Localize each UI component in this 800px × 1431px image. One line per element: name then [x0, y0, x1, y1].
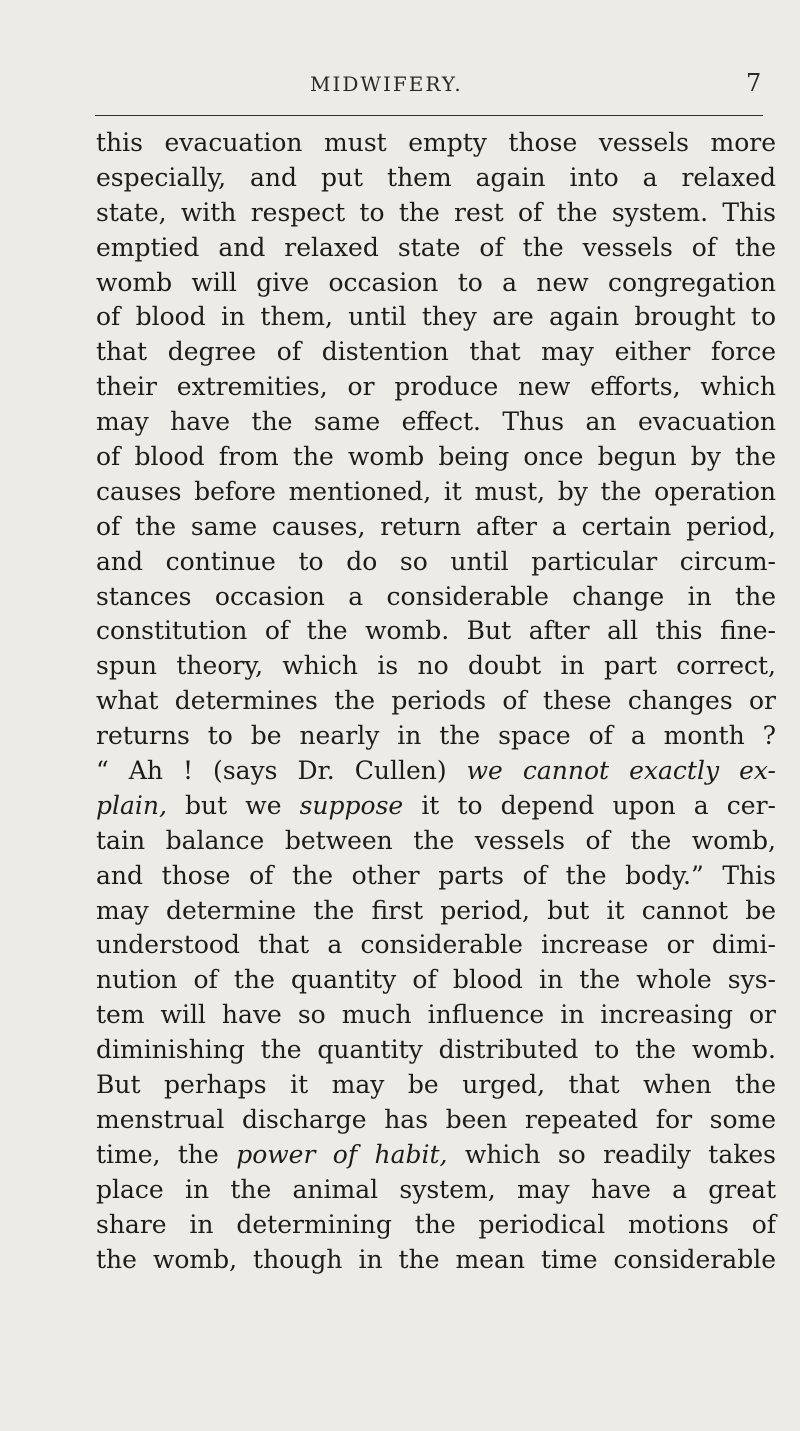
text-line: tain balance between the vessels of the womb,	[96, 825, 776, 855]
page-number: 7	[746, 69, 762, 97]
text-line: their extremities, or produce new efforts, which	[96, 372, 776, 402]
text-line: nution of the quantity of blood in the whole sys-	[96, 965, 776, 995]
running-head	[0, 69, 800, 102]
text-line: this evacuation must empty those vessels more	[96, 128, 776, 157]
text-line: of the same causes, return after a certain period,	[96, 511, 776, 541]
quote-text: “ Ah ! (says Dr. Cullen)	[96, 756, 467, 786]
text-line: and continue to do so until particular circum-	[96, 546, 776, 576]
italic-text: we cannot exactly ex-	[466, 756, 777, 786]
text-line: of blood from the womb being once begun by the	[96, 442, 776, 472]
text-line: and those of the other parts of the body.” This	[96, 860, 776, 890]
italic-text: suppose	[299, 790, 404, 820]
header-rule	[95, 115, 763, 116]
text-line-quote-start	[96, 754, 776, 789]
text-line: place in the animal system, may have a great	[96, 1174, 776, 1204]
text-line: stances occasion a considerable change in the	[96, 581, 776, 611]
running-title: MIDWIFERY.	[310, 72, 463, 96]
text-line: may have the same effect. Thus an evacuation	[96, 407, 776, 437]
text-line: the womb, though in the mean time considerable	[96, 1244, 776, 1274]
text-line: share in determining the periodical motions of	[96, 1209, 776, 1239]
text-line: But perhaps it may be urged, that when the	[96, 1070, 776, 1100]
text-line: what determines the periods of these changes or	[96, 686, 776, 716]
text-line: tem will have so much influence in increasing or	[96, 1000, 776, 1030]
text-line: may determine the first period, but it cannot be	[96, 895, 776, 925]
text-line: womb will give occasion to a new congregation	[96, 267, 776, 297]
body-text	[96, 126, 776, 1277]
text-line-quote	[96, 789, 776, 824]
text-line: menstrual discharge has been repeated for some	[96, 1104, 776, 1134]
text-line-habit	[96, 1138, 776, 1173]
italic-text: power of habit,	[236, 1139, 448, 1169]
text-line: causes before mentioned, it must, by the operation	[96, 476, 776, 506]
text-line: emptied and relaxed state of the vessels of the	[96, 232, 776, 262]
text-line: constitution of the womb. But after all this fine-	[96, 616, 776, 646]
text-line: returns to be nearly in the space of a month ?	[96, 721, 776, 751]
text-line: diminishing the quantity distributed to the womb.	[96, 1035, 776, 1065]
plain-text: time, the	[96, 1139, 237, 1169]
text-line: of blood in them, until they are again brought to	[96, 302, 776, 332]
text-line: understood that a considerable increase or dimi-	[96, 930, 776, 960]
plain-text: which so readily takes	[447, 1139, 776, 1169]
text-line: spun theory, which is no doubt in part correct,	[96, 651, 776, 681]
quote-text: it to depend upon a cer-	[403, 790, 776, 820]
text-line: especially, and put them again into a relaxed	[96, 162, 776, 192]
italic-text: plain,	[96, 790, 167, 820]
text-line: that degree of distention that may either force	[96, 337, 776, 367]
quote-text: but we	[166, 790, 300, 820]
text-line: state, with respect to the rest of the system. This	[96, 197, 776, 227]
